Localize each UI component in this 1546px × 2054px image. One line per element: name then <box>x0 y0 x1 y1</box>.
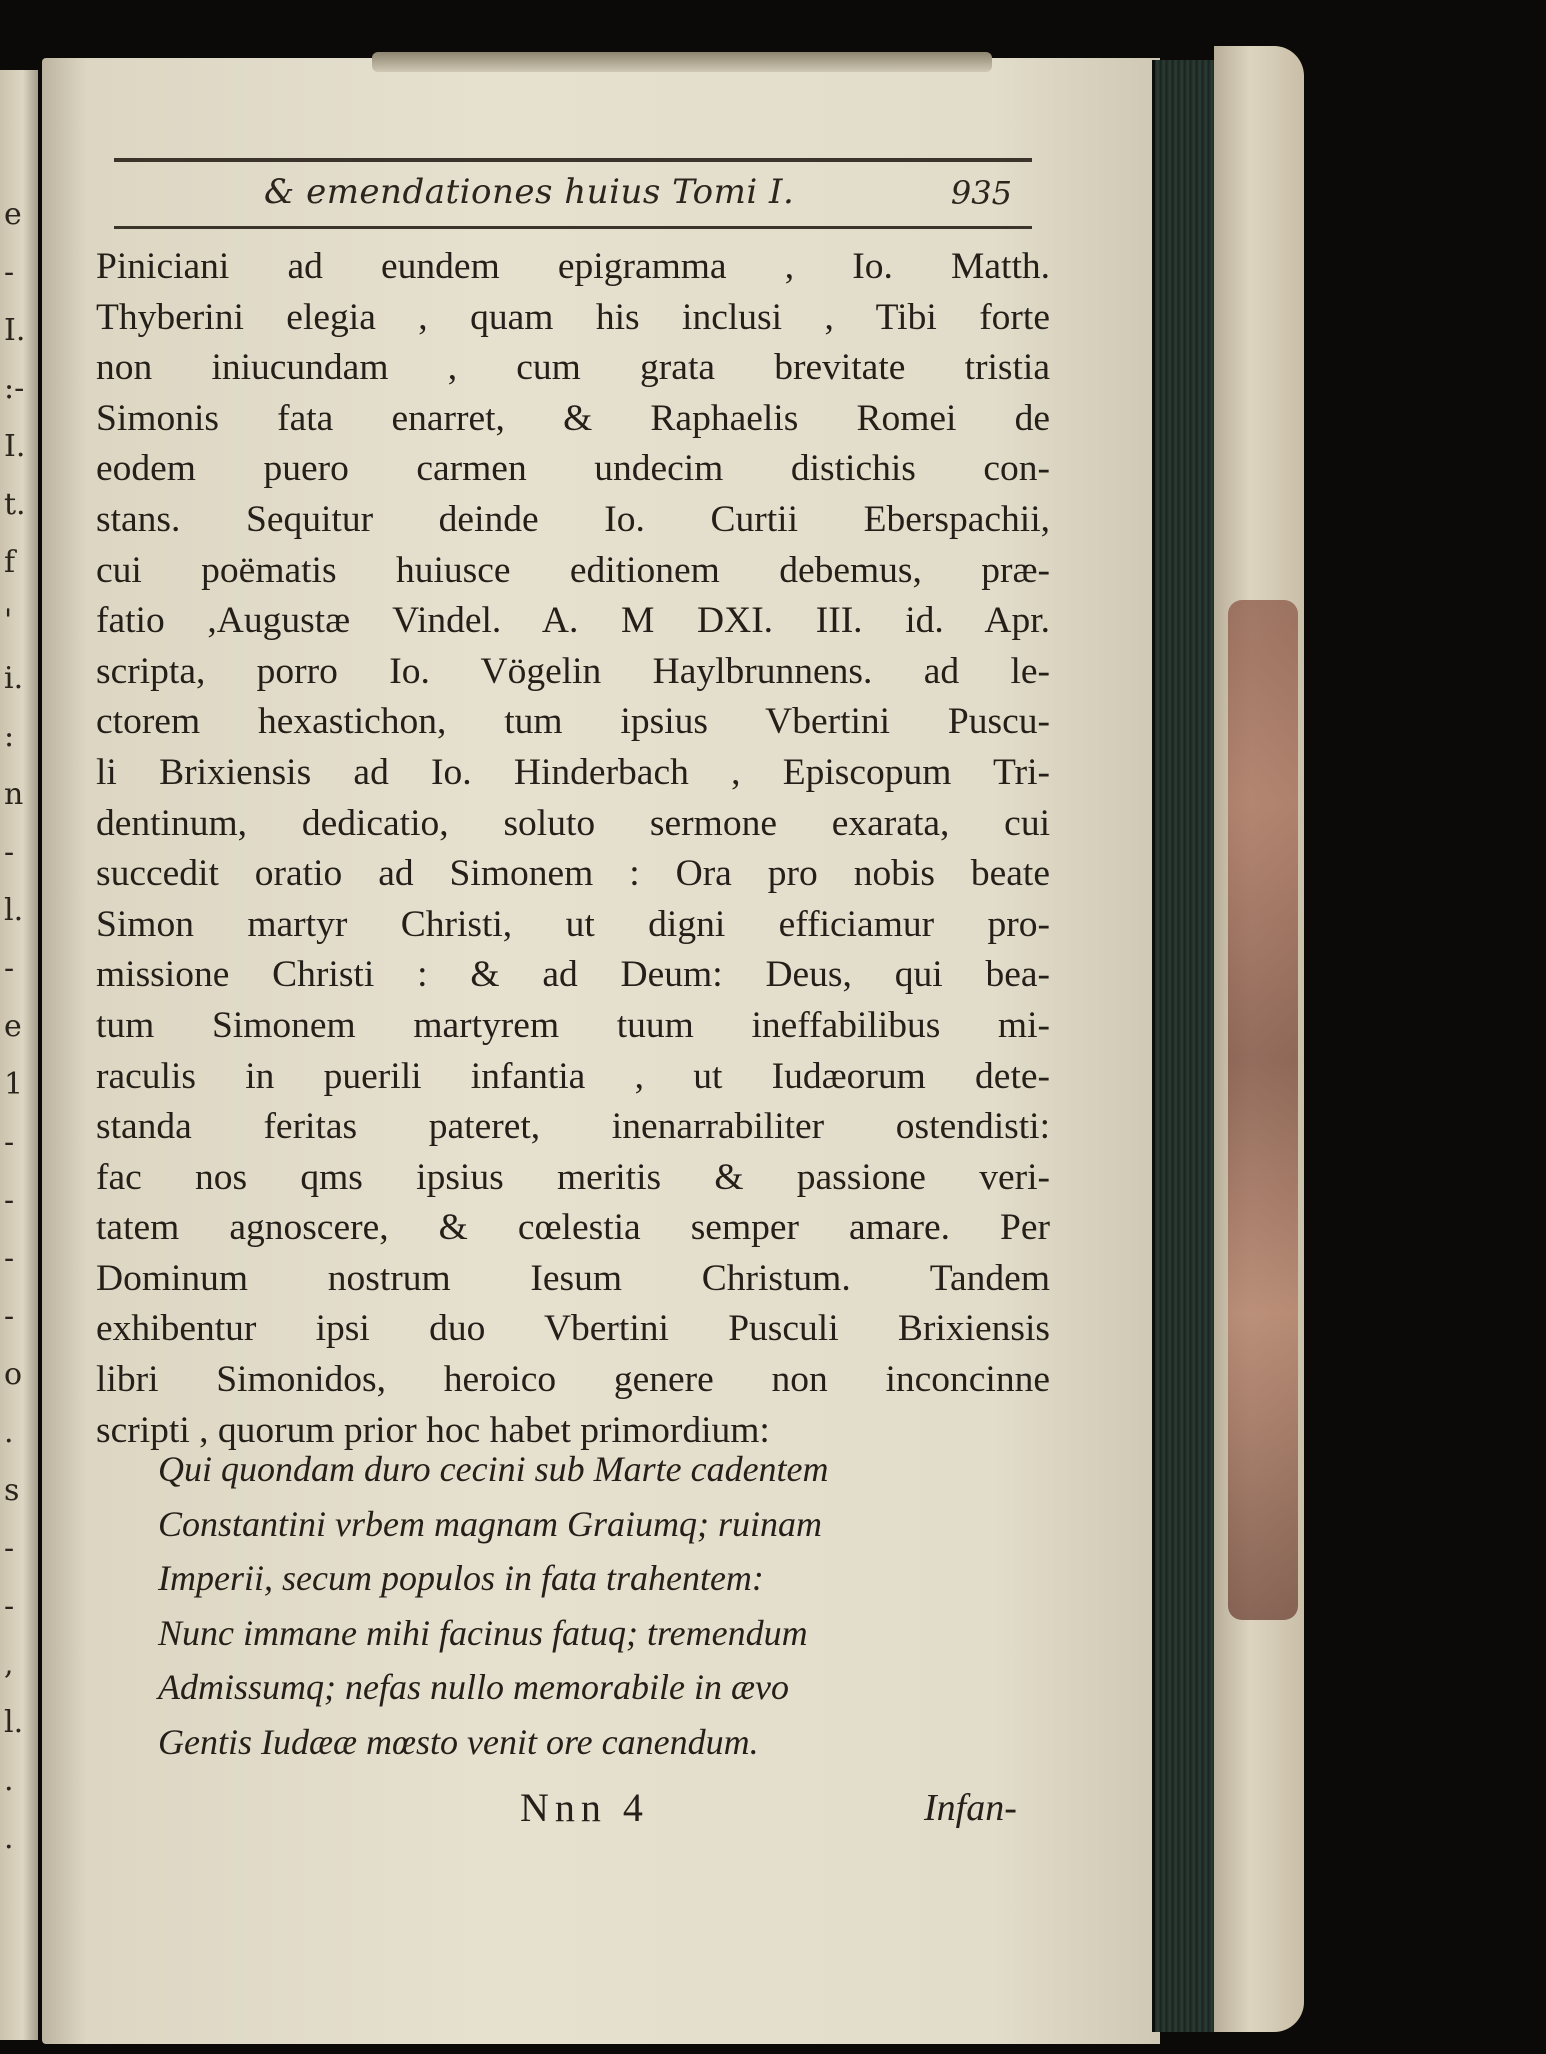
adjacent-page-fragment: I. <box>4 313 26 348</box>
marbled-edge-stain <box>1228 600 1298 1620</box>
adjacent-page-fragment: i. <box>4 661 24 696</box>
verse-line: Qui quondam duro cecini sub Marte cadentem <box>158 1449 829 1489</box>
text-line: Dominum nostrum Iesum Christum. Tandem <box>96 1257 1050 1299</box>
header-bottom-rule <box>114 226 1032 229</box>
adjacent-page-edge <box>0 70 38 2040</box>
verse-line: Admissumq; nefas nullo memorabile in ævo <box>158 1667 789 1707</box>
adjacent-page-fragment: f <box>4 545 16 580</box>
text-line: standa feritas pateret, inenarrabiliter ostendisti: <box>96 1106 1050 1148</box>
text-line: succedit oratio ad Simonem : Ora pro nobis beate <box>96 853 1050 895</box>
adjacent-page-fragment: - <box>4 951 15 986</box>
verse-line: Constantini vrbem magnam Graiumq; ruinam <box>158 1503 822 1544</box>
text-line: libri Simonidos, heroico genere non inconcinne <box>96 1359 1050 1401</box>
running-title: & emendationes huius Tomi I. <box>264 172 795 212</box>
adjacent-page-fragment: 1 <box>4 1067 24 1102</box>
adjacent-page-fragment: :- <box>4 371 25 406</box>
adjacent-page-fragment: ' <box>4 603 13 638</box>
adjacent-page-fragment: - <box>4 1241 15 1276</box>
adjacent-page-fragment: e <box>4 1009 22 1044</box>
adjacent-page-fragment: n <box>4 777 24 812</box>
text-line: ctorem hexastichon, tum ipsius Vbertini Puscu- <box>96 701 1050 743</box>
text-line: tum Simonem martyrem tuum ineffabilibus mi- <box>96 1004 1050 1046</box>
text-line: fatio ,Augustæ Vindel. A. M DXI. III. id. Apr. <box>96 600 1050 642</box>
verse-line: Nunc immane mihi facinus fatuq; tremendum <box>158 1612 808 1653</box>
adjacent-page-fragment: - <box>4 835 15 870</box>
book-block-edge <box>1152 60 1217 2032</box>
verse-quotation <box>158 1442 1058 1769</box>
adjacent-page-fragment: s <box>4 1473 20 1508</box>
verse-line: Imperii, secum populos in fata trahentem: <box>158 1558 764 1598</box>
text-line: cui poëmatis huiusce editionem debemus, præ- <box>96 549 1050 591</box>
text-line: scripti , quorum prior hoc habet primordium: <box>96 1409 770 1451</box>
adjacent-page-fragment: l. <box>4 1705 24 1740</box>
text-line: exhibentur ipsi duo Vbertini Pusculi Brixiensis <box>96 1308 1050 1350</box>
adjacent-page-fragment: I. <box>4 429 26 464</box>
verse-line: Gentis Iudææ mœsto venit ore canendum. <box>158 1721 759 1762</box>
text-line: raculis in puerili infantia , ut Iudæorum dete- <box>96 1055 1050 1097</box>
adjacent-page-fragment: - <box>4 255 15 290</box>
text-line: Thyberini elegia , quam his inclusi , Tibi forte <box>96 296 1050 338</box>
running-head <box>114 170 1032 224</box>
text-line: missione Christi : & ad Deum: Deus, qui bea- <box>96 954 1050 996</box>
text-line: fac nos qms ipsius meritis & passione veri- <box>96 1156 1050 1198</box>
body-text <box>96 242 1050 1456</box>
text-line: Simonis fata enarret, & Raphaelis Romei de <box>96 397 1050 439</box>
signature-mark: Nnn 4 <box>520 1785 649 1830</box>
adjacent-page-fragment: - <box>4 1183 15 1218</box>
text-line: scripta, porro Io. Vögelin Haylbrunnens. ad le- <box>96 650 1050 692</box>
text-line: non iniucundam , cum grata brevitate tristia <box>96 347 1050 389</box>
header-top-rule <box>114 158 1032 162</box>
adjacent-page-fragment: . <box>4 1821 14 1856</box>
adjacent-page-fragment: - <box>4 1299 15 1334</box>
adjacent-page-fragment: : <box>4 719 15 754</box>
text-line: Piniciani ad eundem epigramma , Io. Matth. <box>96 246 1050 287</box>
adjacent-page-fragment: o <box>4 1357 23 1392</box>
text-line: dentinum, dedicatio, soluto sermone exarata, cui <box>96 802 1050 844</box>
adjacent-page-fragment: . <box>4 1415 14 1450</box>
adjacent-page-fragment: e <box>4 197 22 232</box>
page-number: 935 <box>950 174 1012 212</box>
adjacent-page-fragment: - <box>4 1589 15 1624</box>
text-line: tatem agnoscere, & cœlestia semper amare. Per <box>96 1207 1050 1249</box>
text-line: Simon martyr Christi, ut digni efficiamur pro- <box>96 903 1050 945</box>
text-line: eodem puero carmen undecim distichis con- <box>96 448 1050 490</box>
text-line: stans. Sequitur deinde Io. Curtii Eberspachii, <box>96 498 1050 540</box>
adjacent-page-fragment: - <box>4 1531 15 1566</box>
adjacent-page-fragment: , <box>4 1647 14 1682</box>
adjacent-page-fragment: l. <box>4 893 24 928</box>
catchword: Infan- <box>924 1787 1017 1829</box>
adjacent-page-fragment: . <box>4 1763 14 1798</box>
text-line: li Brixiensis ad Io. Hinderbach , Episcopum Tri- <box>96 751 1050 793</box>
adjacent-page-fragment: t. <box>4 487 26 522</box>
adjacent-page-fragment: - <box>4 1125 15 1160</box>
